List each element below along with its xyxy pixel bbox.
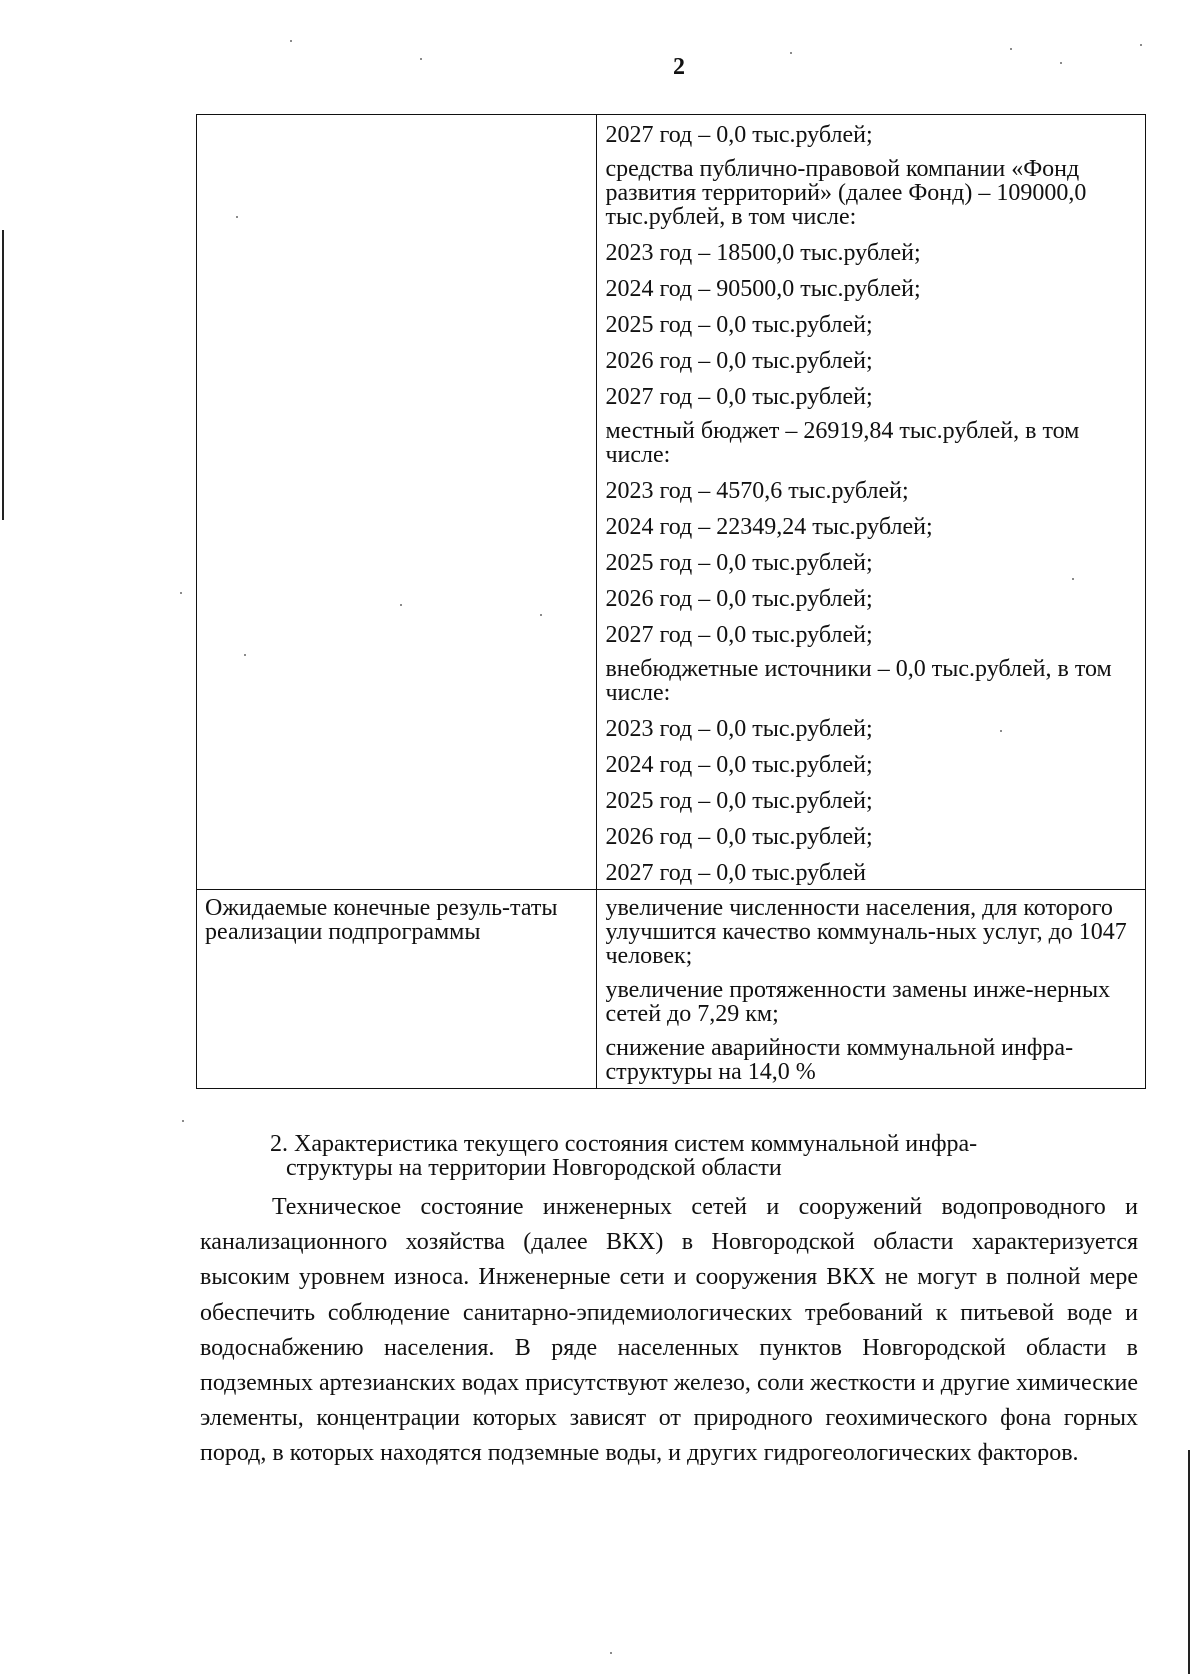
list-item: 2026 год – 0,0 тыс.рублей; [605, 586, 873, 612]
list-item: 2024 год – 0,0 тыс.рублей; [605, 752, 873, 778]
list-item: 2025 год – 0,0 тыс.рублей; [605, 550, 873, 576]
list-item: 2023 год – 18500,0 тыс.рублей; [605, 240, 921, 266]
list-item: увеличение протяженности замены инже-нерных сетей до 7,29 км; [605, 977, 1111, 1027]
subprogram-passport-table [196, 114, 1146, 1089]
section-heading-line: 2. Характеристика текущего состояния систем коммунальной инфра- [270, 1131, 978, 1157]
results-cell [597, 890, 1146, 1089]
financing-cell [597, 115, 1146, 890]
list-item: 2026 год – 0,0 тыс.рублей; [605, 348, 873, 374]
scan-speck [790, 52, 792, 54]
scan-speck [400, 604, 402, 606]
list-item: внебюджетные источники – 0,0 тыс.рублей, в том числе: [605, 656, 1112, 706]
list-item: 2027 год – 0,0 тыс.рублей [605, 860, 866, 886]
scan-speck [290, 40, 292, 42]
paragraph-text: Техническое состояние инженерных сетей и сооружений водопроводного и канализационного хозяйства (далее ВКХ) в Новгородской области характеризуется высоким уровнем износа. Инженерные сети и сооружения ВКХ не могут в полной мере обеспечить соблюдение санитарно-эпидемиологических требований к питьевой воде и водоснабжению населения. В ряде населенных пунктов Новгородской области в подземных артезианских водах присутствуют железо, соли жесткости и другие химические элементы, концентрации которых зависят от природного геохимического фона горных пород, в которых находятся подземные воды, и других гидрогеологических факторов. [200, 1194, 1138, 1467]
list-item: 2027 год – 0,0 тыс.рублей; [605, 122, 873, 148]
scan-margin-line [1188, 1450, 1190, 1674]
scan-speck [1010, 48, 1012, 50]
table-row [197, 115, 1146, 890]
table-cell-empty [197, 115, 597, 890]
list-item: средства публично-правовой компании «Фонд развития территорий» (далее Фонд) – 109000,0 тыс.рублей, в том числе: [605, 156, 1087, 230]
list-item: 2024 год – 90500,0 тыс.рублей; [605, 276, 921, 302]
section-heading [270, 1132, 1150, 1180]
scan-speck [540, 614, 542, 616]
list-item: местный бюджет – 26919,84 тыс.рублей, в том числе: [605, 418, 1080, 468]
scan-speck [1060, 62, 1062, 64]
list-item: 2027 год – 0,0 тыс.рублей; [605, 622, 873, 648]
scan-speck [1000, 730, 1002, 732]
scan-speck [236, 216, 238, 218]
list-item: 2023 год – 0,0 тыс.рублей; [605, 716, 873, 742]
scan-speck [1140, 44, 1142, 46]
body-paragraph [200, 1190, 1138, 1472]
scan-margin-line [2, 230, 4, 520]
list-item: 2026 год – 0,0 тыс.рублей; [605, 824, 873, 850]
scan-speck [420, 58, 422, 60]
scan-speck [180, 592, 182, 594]
results-label: Ожидаемые конечные резуль-таты реализации подпрограммы [197, 890, 597, 1089]
list-item: 2024 год – 22349,24 тыс.рублей; [605, 514, 933, 540]
list-item: 2025 год – 0,0 тыс.рублей; [605, 312, 873, 338]
page-number: 2 [673, 54, 685, 80]
scan-speck [610, 1652, 612, 1654]
scan-speck [244, 654, 246, 656]
scan-speck [182, 1120, 184, 1122]
list-item: 2025 год – 0,0 тыс.рублей; [605, 788, 873, 814]
scan-speck [1072, 578, 1074, 580]
list-item: 2023 год – 4570,6 тыс.рублей; [605, 478, 909, 504]
list-item: увеличение численности населения, для которого улучшится качество коммуналь-ных услуг, до 1047 человек; [605, 895, 1127, 969]
list-item: снижение аварийности коммунальной инфра-структуры на 14,0 % [605, 1035, 1074, 1085]
list-item: 2027 год – 0,0 тыс.рублей; [605, 384, 873, 410]
table-row [197, 890, 1146, 1089]
section-heading-line: структуры на территории Новгородской области [286, 1155, 782, 1181]
